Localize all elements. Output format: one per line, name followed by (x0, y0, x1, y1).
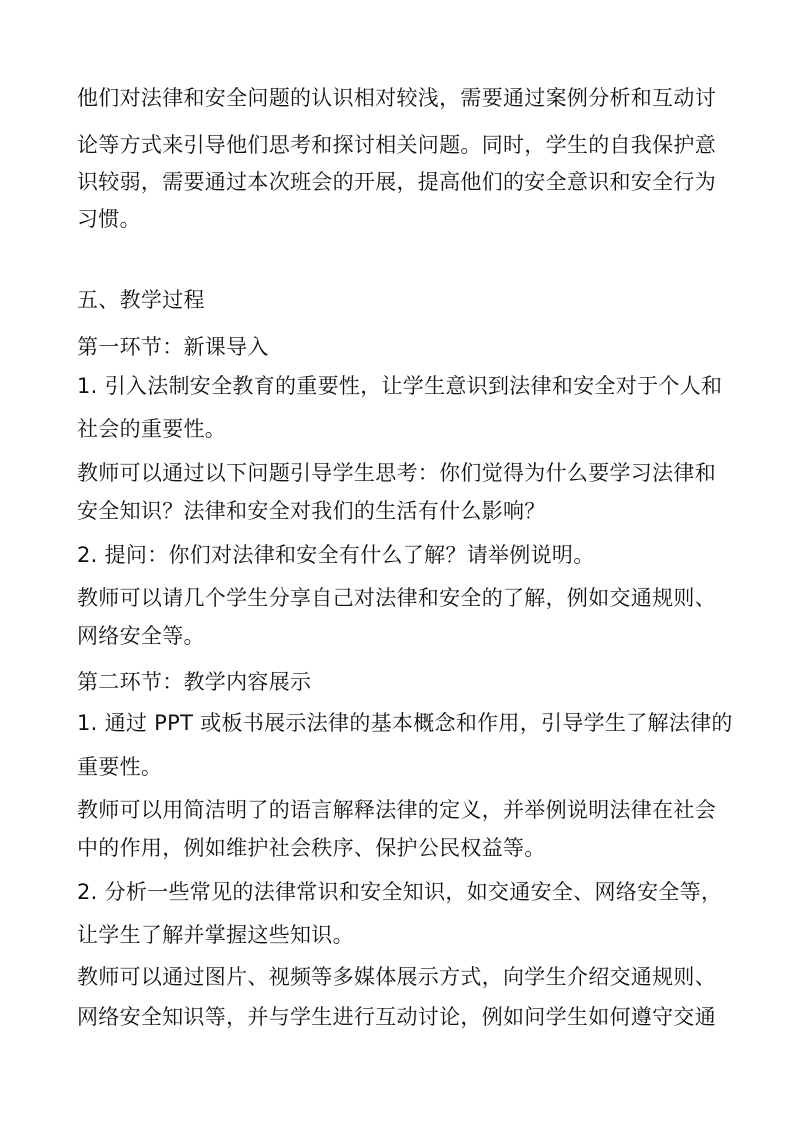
list-item-continuation: 社会的重要性。 (77, 417, 227, 441)
paragraph-line: 网络安全等。 (77, 624, 205, 648)
paragraph-line: 教师可以请几个学生分享自己对法律和安全的了解，例如交通规则、 (77, 586, 716, 610)
paragraph-line: 中的作用，例如维护社会秩序、保护公民权益等。 (77, 836, 546, 860)
subsection-heading: 第一环节：新课导入 (77, 335, 269, 359)
paragraph-line: 识较弱，需要通过本次班会的开展，提高他们的安全意识和安全行为 (77, 170, 716, 194)
paragraph-line: 安全知识？法律和安全对我们的生活有什么影响？ (77, 499, 546, 523)
paragraph-line: 论等方式来引导他们思考和探讨相关问题。同时，学生的自我保护意 (77, 133, 716, 157)
paragraph-line: 网络安全知识等，并与学生进行互动讨论，例如问学生如何遵守交通 (77, 1005, 716, 1029)
list-item: 1. 引入法制安全教育的重要性，让学生意识到法律和安全对于个人和 (77, 374, 723, 398)
list-item: 1. 通过 PPT 或板书展示法律的基本概念和作用，引导学生了解法律的 (77, 711, 733, 735)
list-item: 2. 分析一些常见的法律常识和安全知识，如交通安全、网络安全等， (77, 880, 723, 904)
paragraph-line: 教师可以用简洁明了的语言解释法律的定义，并举例说明法律在社会 (77, 798, 716, 822)
paragraph-line: 习惯。 (77, 207, 141, 231)
paragraph-line: 教师可以通过以下问题引导学生思考：你们觉得为什么要学习法律和 (77, 461, 716, 485)
subsection-heading: 第二环节：教学内容展示 (77, 670, 312, 694)
paragraph-line: 他们对法律和安全问题的认识相对较浅，需要通过案例分析和互动讨 (77, 86, 716, 110)
list-item-continuation: 让学生了解并掌握这些知识。 (77, 923, 354, 947)
list-item: 2. 提问：你们对法律和安全有什么了解？请举例说明。 (77, 543, 595, 567)
section-heading: 五、教学过程 (77, 288, 205, 312)
paragraph-line: 教师可以通过图片、视频等多媒体展示方式，向学生介绍交通规则、 (77, 965, 716, 989)
list-item-continuation: 重要性。 (77, 755, 163, 779)
